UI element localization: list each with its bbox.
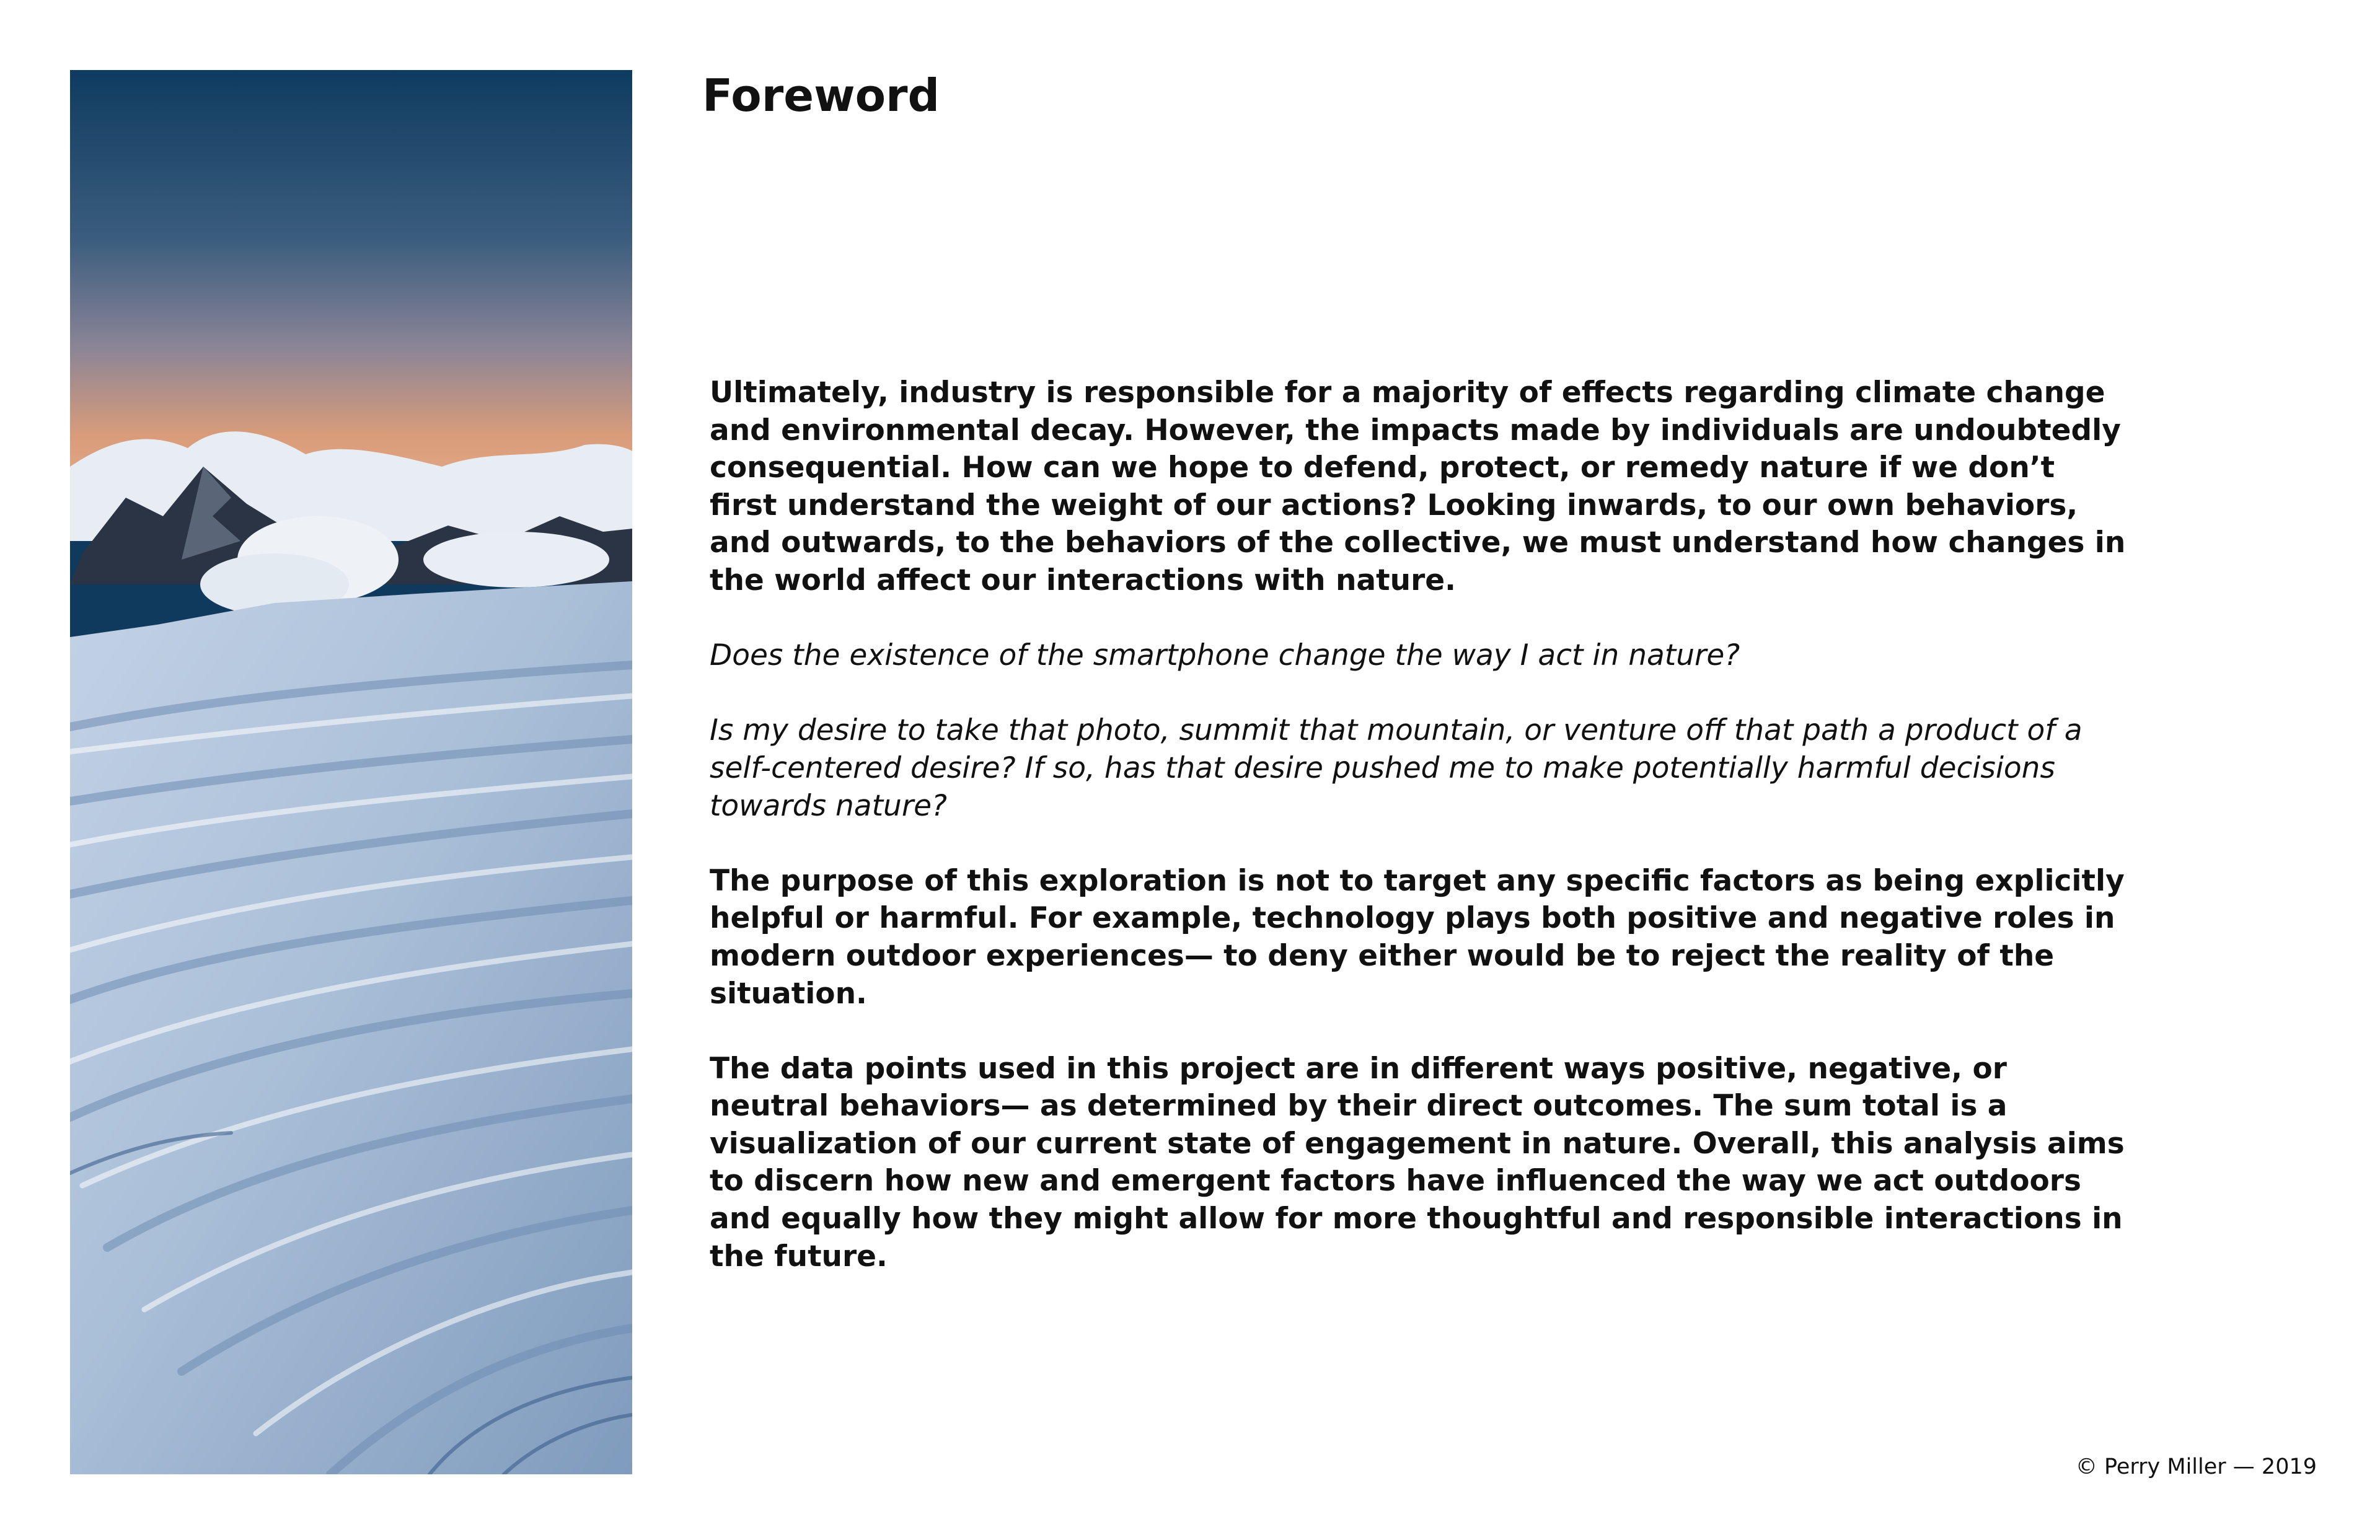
copyright-footer: © Perry Miller — 2019 [2075,1454,2317,1479]
paragraph-data-points: The data points used in this project are in different ways positive, negative, or neutral behaviors— as determined by their direct outcomes. The sum total is a visualization of our current state of engagement in nature. Overall, this analysis aims to discern how new and emergent factors have influenced the way we act outdoors and equally how they might allow for more thoughtful and responsible interactions in the future. [710,1051,2125,1274]
paragraph-purpose: The purpose of this exploration is not to target any specific factors as being explicitly helpful or harmful. For example, technology plays both positive and negative roles in modern outdoor experiences— to deny either would be to reject the reality of the situation. [710,863,2125,1011]
snowfield-mountain-photo [70,70,632,1474]
paragraph-intro: Ultimately, industry is responsible for a majority of effects regarding climate change and environmental decay. However, the impacts made by individuals are undoubtedly consequential. How can we hope to defend, protect, or remedy nature if we don’t first understand the weight of our actions? Looking inwards, to our own behaviors, and outwards, to the behaviors of the collective, we must understand how changes in the world affect our interactions with nature. [710,376,2126,597]
foreword-body [710,374,2129,1275]
question-smartphone: Does the existence of the smartphone change the way I act in nature? [710,638,1740,673]
question-desire: Is my desire to take that photo, summit that mountain, or venture off that path a product of a self-centered desire? If so, has that desire pushed me to make potentially harmful decisions towards nature? [710,713,2082,823]
page-title: Foreword [702,69,940,121]
snowfield-image-art [70,70,632,1474]
